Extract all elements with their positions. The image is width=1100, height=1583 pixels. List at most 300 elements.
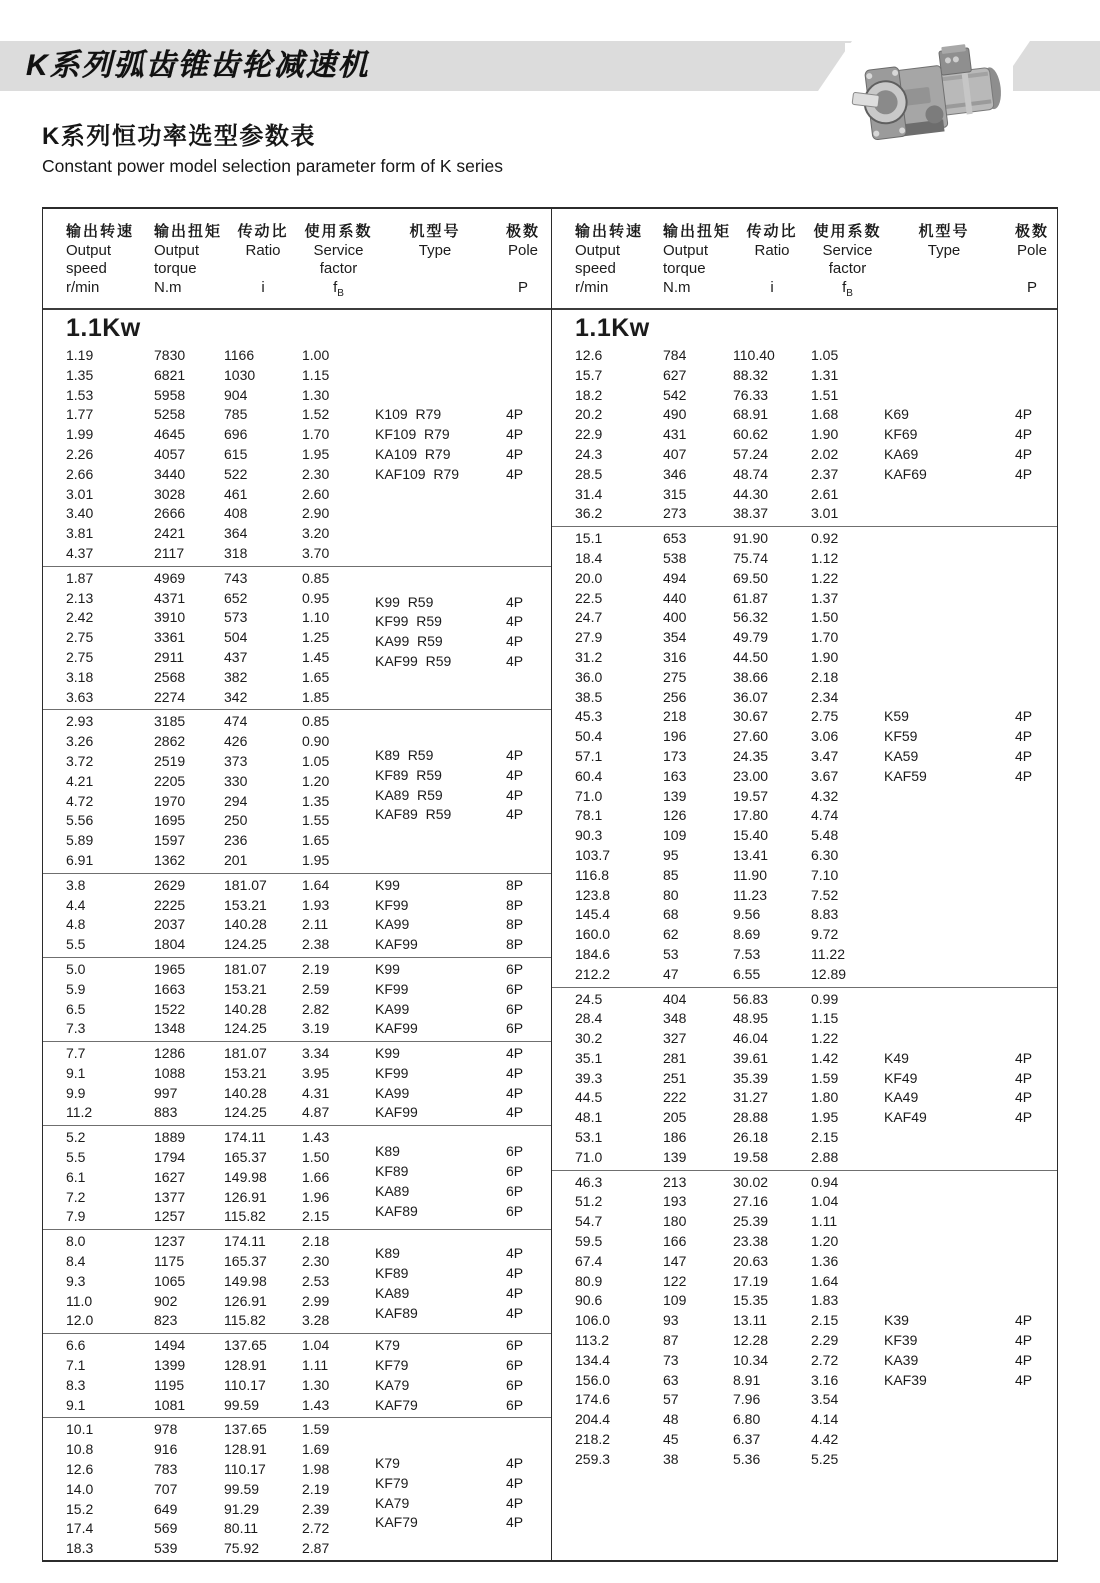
- cell: 1.65: [302, 832, 330, 849]
- cell: 2.30: [302, 1253, 330, 1270]
- cell: 7.53: [733, 945, 761, 962]
- cell: 1.31: [811, 366, 839, 383]
- cell: 31.2: [575, 648, 603, 665]
- cell: 707: [154, 1480, 178, 1497]
- cell: 9.56: [733, 906, 761, 923]
- pole-label: 4P: [506, 1284, 524, 1301]
- column-header-en2: [1004, 260, 1058, 278]
- cell: 1.65: [302, 668, 330, 685]
- cell: 2.15: [811, 1129, 839, 1146]
- table-row: [552, 1450, 1058, 1470]
- cell: 53.1: [575, 1129, 603, 1146]
- type-group: [375, 1454, 551, 1533]
- type-label: KAF109 R79: [375, 465, 460, 482]
- cell: 1.95: [811, 1109, 839, 1126]
- cell: 13.11: [733, 1312, 767, 1329]
- cell: 110.17: [224, 1461, 266, 1478]
- column-header-en1: Service: [313, 242, 364, 259]
- cell: 9.1: [66, 1064, 86, 1081]
- cell: 2.38: [302, 936, 330, 953]
- type-label: KAF99: [375, 1104, 418, 1121]
- table-row: [552, 925, 1058, 945]
- type-group: [884, 405, 1058, 484]
- cell: 0.85: [302, 713, 330, 730]
- pole-label: 6P: [506, 1376, 524, 1393]
- cell: 373: [224, 752, 248, 769]
- cell: 2.29: [811, 1332, 839, 1349]
- type-row: [375, 1264, 551, 1284]
- parameter-block: [43, 1229, 551, 1333]
- pole-label: 4P: [1015, 426, 1033, 443]
- cell: 1970: [154, 792, 186, 809]
- gear-reducer-photo: [845, 43, 1013, 155]
- type-label: KAF69: [884, 465, 927, 482]
- column-header-3: [811, 222, 884, 308]
- cell: 2.42: [66, 609, 94, 626]
- cell: 163: [663, 767, 687, 784]
- cell: 27.60: [733, 728, 769, 745]
- table-row: [552, 1029, 1058, 1049]
- pole-label: 4P: [506, 1304, 524, 1321]
- cell: 2862: [154, 733, 186, 750]
- cell: 4.14: [811, 1411, 839, 1428]
- cell: 1.15: [811, 1010, 839, 1027]
- cell: 4.4: [66, 896, 86, 913]
- pole-label: 4P: [506, 1455, 524, 1472]
- cell: 2.15: [302, 1208, 330, 1225]
- cell: 181.07: [224, 1045, 267, 1062]
- type-label: K49: [884, 1049, 909, 1066]
- cell: 7.3: [66, 1020, 86, 1037]
- cell: 174.11: [224, 1233, 266, 1250]
- cell: 23.00: [733, 767, 769, 784]
- cell: 1.04: [811, 1193, 839, 1210]
- cell: 2.39: [302, 1500, 330, 1517]
- cell: 76.33: [733, 386, 769, 403]
- power-section-label: 1.1Kw: [575, 314, 650, 342]
- cell: 48: [663, 1411, 679, 1428]
- cell: 113.2: [575, 1332, 609, 1349]
- cell: 573: [224, 609, 248, 626]
- table-row: [552, 346, 1058, 366]
- cell: 3.63: [66, 688, 94, 705]
- column-header-cn: 极数: [505, 223, 540, 240]
- cell: 19.58: [733, 1148, 769, 1165]
- cell: 4.72: [66, 792, 94, 809]
- type-label: K69: [884, 406, 909, 423]
- cell: 2.18: [302, 1233, 330, 1250]
- cell: 1.37: [811, 589, 839, 606]
- type-row: [375, 465, 551, 485]
- type-group: [375, 593, 551, 672]
- type-row: [375, 612, 551, 632]
- pole-label: 4P: [506, 1474, 524, 1491]
- pole-label: 4P: [506, 1514, 524, 1531]
- cell: 3.01: [66, 485, 94, 502]
- table-row: [552, 1232, 1058, 1252]
- column-header-en2: [375, 260, 495, 278]
- cell: 0.90: [302, 733, 330, 750]
- parameter-block: [43, 1125, 551, 1229]
- cell: 1.59: [811, 1069, 839, 1086]
- cell: 2.30: [302, 465, 330, 482]
- cell: 7830: [154, 347, 186, 363]
- cell: 90.3: [575, 827, 603, 844]
- cell: 153.21: [224, 1064, 267, 1081]
- table-row: [552, 529, 1058, 549]
- cell: 281: [663, 1049, 687, 1066]
- table-row: [552, 386, 1058, 406]
- cell: 109: [663, 827, 687, 844]
- table-row: [552, 1390, 1058, 1410]
- type-label: KA99 R59: [375, 633, 443, 650]
- cell: 5.25: [811, 1450, 839, 1467]
- cell: 6.5: [66, 1000, 86, 1017]
- cell: 67.4: [575, 1252, 603, 1269]
- type-label: KF99: [375, 1064, 409, 1081]
- cell: 0.92: [811, 530, 839, 547]
- pole-label: 6P: [506, 1020, 524, 1037]
- cell: 4.74: [811, 807, 839, 824]
- cell: 1.50: [811, 609, 839, 626]
- type-row: [375, 960, 551, 980]
- cell: 91.29: [224, 1500, 260, 1517]
- type-group: [375, 960, 551, 1039]
- cell: 110.17: [224, 1376, 266, 1393]
- cell: 1.59: [302, 1421, 330, 1438]
- table-half-left: [43, 209, 552, 1560]
- type-row: [375, 1000, 551, 1020]
- type-row: [375, 1336, 551, 1356]
- type-group: [375, 1044, 551, 1123]
- parameter-block: [43, 1417, 551, 1561]
- type-label: KAF99: [375, 1020, 418, 1037]
- cell: 124.25: [224, 1104, 267, 1121]
- column-header-en1: Output: [663, 242, 709, 259]
- cell: 10.34: [733, 1351, 769, 1368]
- table-row: [43, 366, 551, 386]
- cell: 5.2: [66, 1129, 86, 1146]
- cell: 1.30: [302, 1376, 330, 1393]
- cell: 59.5: [575, 1233, 603, 1250]
- parameter-block: [43, 709, 551, 872]
- cell: 36.0: [575, 668, 603, 685]
- cell: 122: [663, 1272, 687, 1289]
- cell: 259.3: [575, 1450, 611, 1467]
- cell: 193: [663, 1193, 687, 1210]
- cell: 212.2: [575, 965, 611, 982]
- cell: 44.5: [575, 1089, 603, 1106]
- cell: 404: [663, 990, 687, 1007]
- cell: 408: [224, 505, 248, 522]
- cell: 53: [663, 945, 679, 962]
- cell: 1.95: [302, 851, 330, 868]
- cell: 124.25: [224, 936, 267, 953]
- cell: 346: [663, 465, 687, 482]
- column-header-en1: Output: [575, 242, 621, 259]
- cell: 461: [224, 485, 248, 502]
- cell: 2.90: [302, 505, 330, 522]
- cell: 51.2: [575, 1193, 603, 1210]
- column-header-cn: 传动比: [237, 223, 289, 240]
- table-header-right: [552, 209, 1058, 310]
- cell: 222: [663, 1089, 687, 1106]
- type-group: [375, 876, 551, 955]
- cell: 115.82: [224, 1312, 266, 1329]
- column-header-en1: Type: [418, 242, 452, 259]
- type-label: KF79: [375, 1357, 409, 1374]
- pole-label: 6P: [506, 980, 524, 997]
- cell: 2.66: [66, 465, 94, 482]
- cell: 1166: [224, 347, 255, 363]
- cell: 1.30: [302, 386, 330, 403]
- pole-label: 4P: [506, 426, 524, 443]
- cell: 153.21: [224, 896, 267, 913]
- cell: 490: [663, 406, 687, 423]
- type-row: [375, 593, 551, 613]
- cell: 123.8: [575, 886, 611, 903]
- cell: 1.35: [302, 792, 330, 809]
- table-row: [552, 826, 1058, 846]
- cell: 2.75: [66, 648, 94, 665]
- column-header-4: [375, 222, 495, 308]
- cell: 0.85: [302, 569, 330, 586]
- cell: 1.45: [302, 648, 330, 665]
- cell: 6821: [154, 366, 186, 383]
- cell: 2.02: [811, 445, 839, 462]
- type-group: [375, 405, 551, 484]
- cell: 6.6: [66, 1337, 86, 1354]
- table-row: [552, 688, 1058, 708]
- column-header-cn: 输出转速: [575, 223, 644, 240]
- pole-label: 6P: [506, 960, 524, 977]
- cell: 653: [663, 530, 687, 547]
- cell: 126: [663, 807, 687, 824]
- cell: 57.1: [575, 747, 603, 764]
- cell: 139: [663, 1148, 687, 1165]
- cell: 1.20: [811, 1233, 839, 1250]
- cell: 45.3: [575, 708, 603, 725]
- pole-label: 6P: [506, 1182, 524, 1199]
- cell: 1175: [154, 1253, 185, 1270]
- cell: 9.72: [811, 926, 839, 943]
- cell: 1.69: [302, 1441, 330, 1458]
- cell: 1.12: [811, 549, 839, 566]
- cell: 1.70: [811, 629, 839, 646]
- cell: 184.6: [575, 945, 611, 962]
- type-label: KA59: [884, 747, 919, 764]
- table-row: [552, 866, 1058, 886]
- cell: 0.99: [811, 990, 839, 1007]
- table-row: [552, 549, 1058, 569]
- cell: 2.59: [302, 980, 330, 997]
- cell: 31.27: [733, 1089, 769, 1106]
- column-header-unit: P: [1026, 279, 1037, 296]
- cell: 2421: [154, 525, 186, 542]
- cell: 44.30: [733, 485, 769, 502]
- cell: 3185: [154, 713, 186, 730]
- cell: 1.43: [302, 1129, 330, 1146]
- pole-label: 4P: [1015, 465, 1033, 482]
- pole-label: 4P: [1015, 1351, 1033, 1368]
- cell: 1.52: [302, 406, 330, 423]
- pole-label: 4P: [506, 593, 524, 610]
- cell: 1.55: [302, 812, 330, 829]
- cell: 149.98: [224, 1168, 267, 1185]
- cell: 5.36: [733, 1450, 761, 1467]
- table-row: [552, 1009, 1058, 1029]
- cell: 2519: [154, 752, 186, 769]
- cell: 145.4: [575, 906, 611, 923]
- table-row: [552, 648, 1058, 668]
- cell: 4.21: [66, 772, 94, 789]
- cell: 149.98: [224, 1272, 267, 1289]
- pole-label: 4P: [1015, 1371, 1033, 1388]
- pole-label: 4P: [506, 786, 524, 803]
- cell: 139: [663, 787, 687, 804]
- cell: 3.72: [66, 752, 94, 769]
- pole-label: 4P: [1015, 747, 1033, 764]
- type-row: [375, 1474, 551, 1494]
- cell: 126.91: [224, 1292, 267, 1309]
- type-row: [375, 445, 551, 465]
- cell: 696: [224, 426, 248, 443]
- type-row: [375, 915, 551, 935]
- cell: 3.20: [302, 525, 330, 542]
- cell: 1195: [154, 1376, 185, 1393]
- cell: 2205: [154, 772, 186, 789]
- cell: 15.2: [66, 1500, 94, 1517]
- cell: 978: [154, 1421, 178, 1438]
- cell: 1.51: [811, 386, 839, 403]
- table-row: [552, 504, 1058, 524]
- cell: 128.91: [224, 1357, 267, 1374]
- cell: 46.04: [733, 1030, 769, 1047]
- pole-label: 4P: [506, 613, 524, 630]
- cell: 2.53: [302, 1272, 330, 1289]
- power-section-label: 1.1Kw: [66, 314, 141, 342]
- cell: 12.89: [811, 965, 847, 982]
- pole-label: 4P: [1015, 767, 1033, 784]
- cell: 140.28: [224, 916, 267, 933]
- pole-label: 6P: [506, 1396, 524, 1413]
- type-row: [884, 747, 1058, 767]
- type-row: [375, 405, 551, 425]
- type-label: KA39: [884, 1351, 919, 1368]
- table-row: [43, 544, 551, 564]
- column-header-5: [1004, 222, 1058, 308]
- cell: 1.70: [302, 426, 330, 443]
- cell: 2629: [154, 876, 186, 893]
- cell: 7.7: [66, 1045, 86, 1062]
- pole-label: 6P: [506, 1337, 524, 1354]
- type-row: [375, 786, 551, 806]
- column-header-cn: 使用系数: [813, 223, 882, 240]
- cell: 1627: [154, 1168, 186, 1185]
- cell: 1.93: [302, 896, 330, 913]
- cell: 9.3: [66, 1272, 86, 1289]
- column-header-5: [495, 222, 551, 308]
- cell: 115.82: [224, 1208, 266, 1225]
- cell: 38.66: [733, 668, 769, 685]
- column-header-unit: r/min: [575, 279, 609, 296]
- cell: 49.79: [733, 629, 769, 646]
- cell: 126.91: [224, 1188, 267, 1205]
- cell: 156.0: [575, 1371, 611, 1388]
- type-label: KF99: [375, 980, 409, 997]
- cell: 354: [663, 629, 687, 646]
- cell: 4.8: [66, 916, 86, 933]
- column-header-en1: Output: [154, 242, 200, 259]
- cell: 2.19: [302, 960, 330, 977]
- cell: 2568: [154, 668, 186, 685]
- pole-label: 4P: [1015, 406, 1033, 423]
- cell: 45: [663, 1431, 679, 1448]
- table-row: [43, 1420, 551, 1440]
- cell: 8.83: [811, 906, 839, 923]
- type-row: [884, 465, 1058, 485]
- cell: 474: [224, 713, 248, 730]
- cell: 134.4: [575, 1351, 611, 1368]
- column-header-unit: i: [261, 279, 265, 296]
- cell: 1.10: [302, 609, 330, 626]
- cell: 327: [663, 1030, 687, 1047]
- type-label: KAF89: [375, 1304, 418, 1321]
- cell: 7.2: [66, 1188, 86, 1205]
- type-group: [375, 1142, 551, 1221]
- table-row: [552, 1410, 1058, 1430]
- column-header-cn: 输出转速: [66, 223, 135, 240]
- cell: 71.0: [575, 1148, 603, 1165]
- type-row: [375, 1103, 551, 1123]
- table-row: [552, 1173, 1058, 1193]
- type-row: [375, 1202, 551, 1222]
- type-row: [375, 1142, 551, 1162]
- type-label: KAF59: [884, 767, 927, 784]
- pole-label: 8P: [506, 896, 524, 913]
- pole-label: 4P: [506, 1245, 524, 1262]
- type-label: K99 R59: [375, 593, 434, 610]
- cell: 2.99: [302, 1292, 330, 1309]
- table-row: [552, 628, 1058, 648]
- cell: 1.15: [302, 366, 330, 383]
- cell: 615: [224, 445, 248, 462]
- type-row: [375, 1454, 551, 1474]
- cell: 2.75: [66, 629, 94, 646]
- table-row: [552, 1272, 1058, 1292]
- cell: 80: [663, 886, 679, 903]
- cell: 38: [663, 1450, 679, 1467]
- type-row: [375, 1019, 551, 1039]
- cell: 1494: [154, 1337, 186, 1354]
- cell: 2.19: [302, 1480, 330, 1497]
- cell: 250: [224, 812, 248, 829]
- type-label: KA89 R59: [375, 786, 443, 803]
- pole-label: 4P: [506, 633, 524, 650]
- cell: 2.13: [66, 589, 94, 606]
- cell: 57.24: [733, 445, 769, 462]
- cell: 785: [224, 406, 248, 423]
- cell: 61.87: [733, 589, 769, 606]
- pole-label: 4P: [506, 747, 524, 763]
- type-label: KF69: [884, 426, 918, 443]
- cell: 318: [224, 544, 248, 561]
- table-row: [552, 1291, 1058, 1311]
- parameter-block: [43, 344, 551, 566]
- cell: 19.57: [733, 787, 769, 804]
- cell: 3.01: [811, 505, 839, 522]
- type-label: KF99 R59: [375, 613, 442, 630]
